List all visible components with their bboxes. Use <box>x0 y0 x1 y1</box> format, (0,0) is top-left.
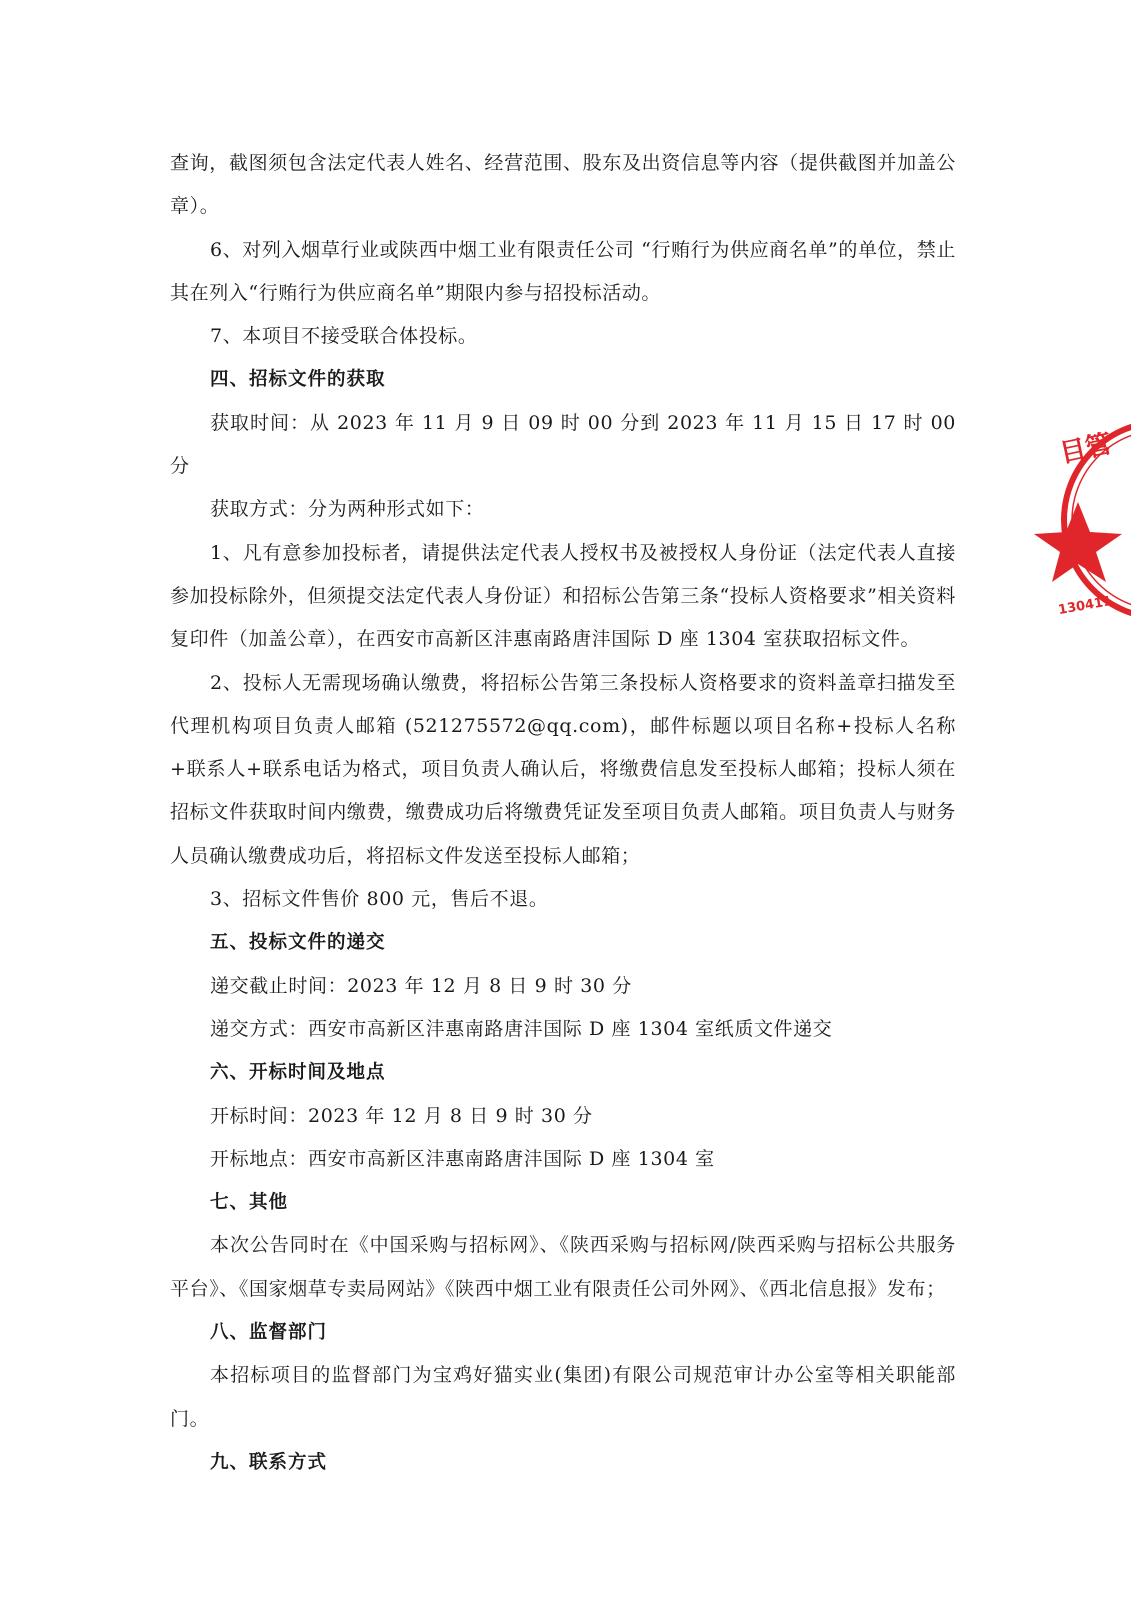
section-heading: 四、招标文件的获取 <box>210 369 386 391</box>
official-seal <box>1057 410 1131 650</box>
paragraph: 6、对列入烟草行业或陕西中烟工业有限责任公司 “行贿行为供应商名单”的单位，禁止其在列入“行贿行为供应商名单”期限内参与招投标活动。 <box>170 238 956 304</box>
paragraph: 递交方式：西安市高新区沣惠南路唐沣国际 D 座 1304 室纸质文件递交 <box>210 1017 833 1040</box>
paragraph: 7、本项目不接受联合体投标。 <box>210 325 478 348</box>
section-heading: 七、其他 <box>210 1192 289 1214</box>
document-body <box>170 142 956 1484</box>
paragraph: 1、凡有意参加投标者，请提供法定代表人授权书及被授权人身份证（法定代表人直接参加投标除外，但须提交法定代表人身份证）和招标公告第三条“投标人资格要求”相关资料复印件（加盖公章），在西安市高新区沣惠南路唐沣国际 D 座 1304 室获取招标文件。 <box>170 541 956 651</box>
paragraph: 递交截止时间：2023 年 12 月 8 日 9 时 30 分 <box>210 974 632 997</box>
paragraph: 本次公告同时在《中国采购与招标网》、《陕西采购与招标网/陕西采购与招标公共服务平台》、《国家烟草专卖局网站》《陕西中烟工业有限责任公司外网》、《西北信息报》发布； <box>170 1234 956 1300</box>
paragraph: 2、投标人无需现场确认缴费，将招标公告第三条投标人资格要求的资料盖章扫描发至代理机构项目负责人邮箱 (521275572@qq.com)，邮件标题以项目名称+投标人名称+联系人+联系电话为格式，项目负责人确认后，将缴费信息发至投标人邮箱；投标人须在招标文件获取时间内缴费，缴费成功后将缴费凭证发至项目负责人邮箱。项目负责人与财务人员确认缴费成功后，将招标文件发送至投标人邮箱； <box>170 671 956 867</box>
section-heading: 五、投标文件的递交 <box>210 932 386 954</box>
paragraph: 查询，截图须包含法定代表人姓名、经营范围、股东及出资信息等内容（提供截图并加盖公章）。 <box>170 152 956 218</box>
paragraph: 获取方式：分为两种形式如下： <box>210 498 485 521</box>
paragraph: 开标时间：2023 年 12 月 8 日 9 时 30 分 <box>210 1104 593 1127</box>
paragraph: 本招标项目的监督部门为宝鸡好猫实业(集团)有限公司规范审计办公室等相关职能部门。 <box>170 1364 956 1430</box>
paragraph: 开标地点：西安市高新区沣惠南路唐沣国际 D 座 1304 室 <box>210 1147 715 1170</box>
section-heading: 六、开标时间及地点 <box>210 1062 386 1084</box>
section-heading: 八、监督部门 <box>210 1322 328 1344</box>
paragraph: 获取时间：从 2023 年 11 月 9 日 09 时 00 分到 2023 年 11 月 15 日 17 时 00 分 <box>170 411 956 478</box>
seal-text-bottom: 130411 <box>1057 593 1114 619</box>
paragraph: 3、招标文件售价 800 元，售后不退。 <box>210 888 549 911</box>
seal-text-top: 目管 <box>1057 429 1115 470</box>
section-heading: 九、联系方式 <box>210 1451 328 1473</box>
